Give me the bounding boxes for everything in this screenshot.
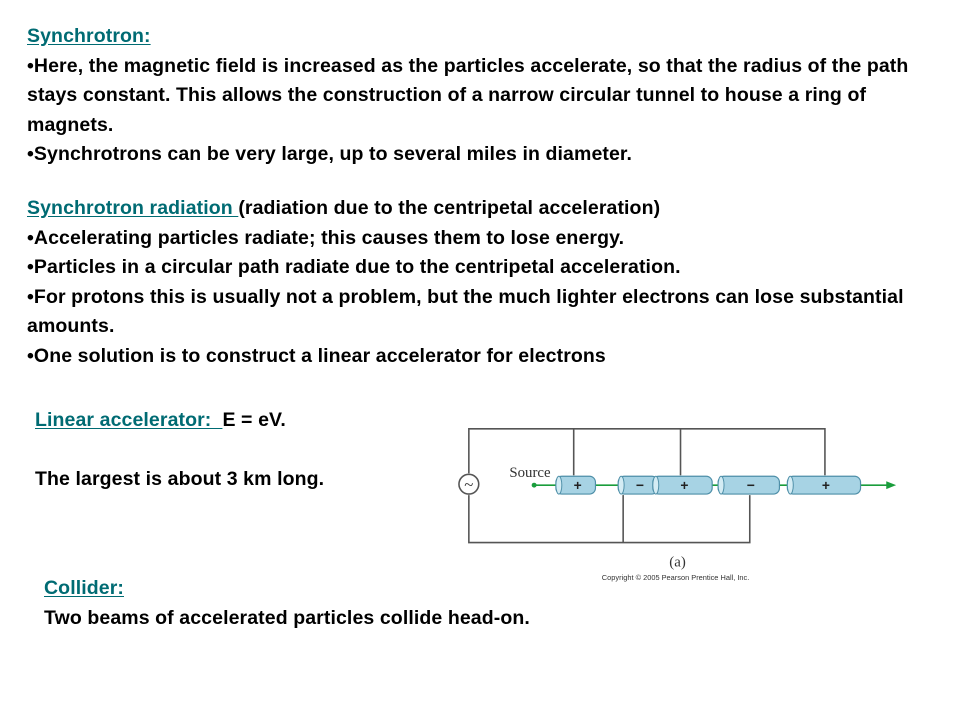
figure-caption: (a) [669, 554, 686, 571]
radiation-heading: Synchrotron radiation [27, 197, 239, 219]
source-label: Source [509, 465, 551, 482]
beam-origin-dot [532, 483, 537, 488]
collider-description: Two beams of accelerated particles collide head-on. [44, 606, 530, 629]
tube-sign-1: + [573, 477, 582, 494]
linac-section [35, 406, 455, 495]
tube-sign-3: + [680, 477, 689, 494]
tube-sign-5: + [821, 477, 830, 494]
tube-sign-4: − [746, 477, 755, 494]
radiation-bullet-2: •Particles in a circular path radiate due to the centripetal acceleration. [27, 256, 681, 278]
wire-bottom [469, 495, 750, 542]
synchrotron-section [27, 22, 927, 170]
figure-copyright: Copyright © 2005 Pearson Prentice Hall, Inc. [601, 573, 750, 583]
synchrotron-bullet-1: •Here, the magnetic field is increased as the particles accelerate, so that the radius of the path stays constant. This allows the construction of a narrow circular tunnel to house a ring of magnets. [27, 54, 909, 136]
collider-section [44, 574, 744, 633]
radiation-bullet-1: •Accelerating particles radiate; this causes them to lose energy. [27, 226, 625, 249]
radiation-bullet-3: •For protons this is usually not a problem, but the much lighter electrons can lose substantial amounts. [27, 285, 904, 337]
drift-tube-1 [556, 476, 596, 494]
linear-accelerator-diagram [455, 415, 910, 587]
drift-tube-3 [653, 476, 712, 494]
beam-arrow-icon [886, 481, 896, 489]
linac-heading: Linear accelerator: [35, 409, 223, 431]
radiation-heading-line [27, 194, 927, 224]
linac-note: The largest is about 3 km long. [35, 468, 325, 490]
drift-tube-2 [618, 476, 658, 494]
drift-tube-5 [787, 476, 860, 494]
radiation-heading-note: (radiation due to the centripetal acceleration) [238, 197, 661, 219]
radiation-section [27, 194, 927, 371]
tube-sign-2: − [635, 477, 645, 494]
synchrotron-bullet-2: •Synchrotrons can be very large, up to several miles in diameter. [27, 143, 633, 165]
linac-formula: E = eV. [222, 409, 286, 431]
linac-heading-line [35, 406, 455, 436]
drift-tube-4 [718, 476, 779, 494]
radiation-bullet-4: •One solution is to construct a linear accelerator for electrons [27, 344, 606, 367]
synchrotron-heading: Synchrotron: [27, 25, 151, 47]
ac-symbol: ~ [464, 475, 474, 495]
collider-heading: Collider: [44, 577, 124, 599]
